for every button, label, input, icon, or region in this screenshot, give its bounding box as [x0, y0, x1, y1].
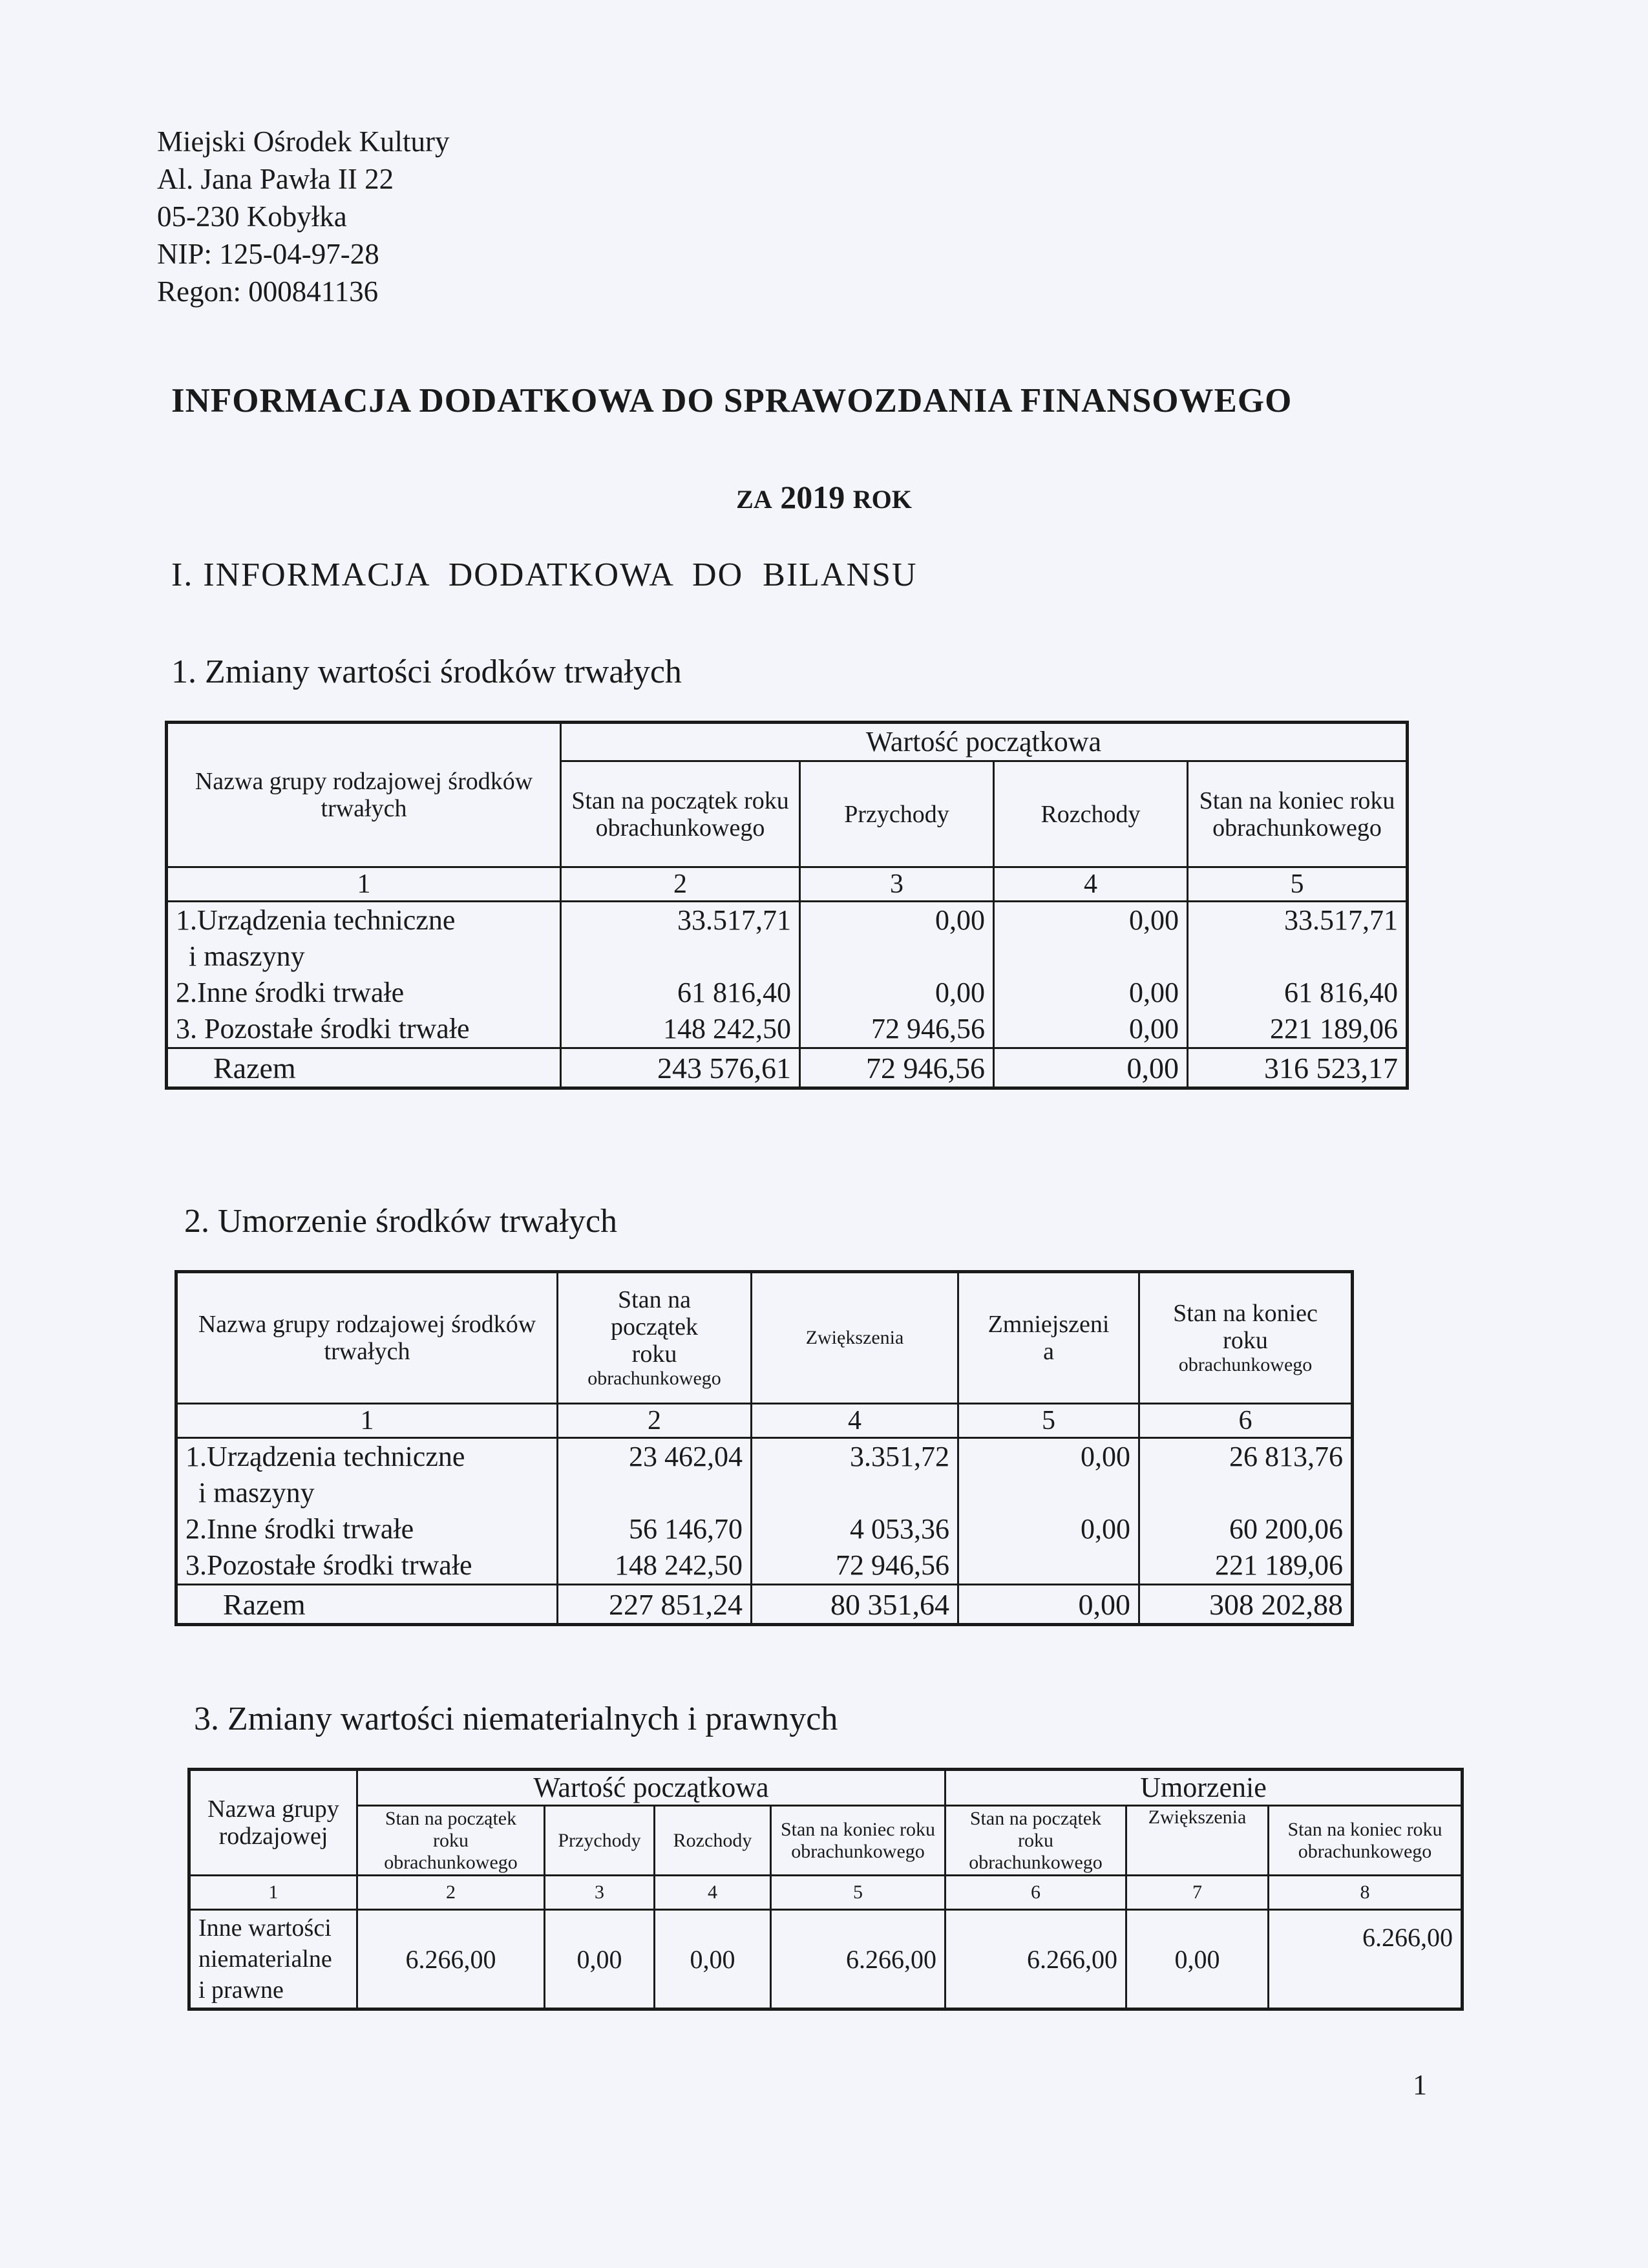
address-block: [157, 123, 449, 310]
t1-num-2: 2: [561, 867, 800, 902]
year-suffix: ROK: [852, 485, 912, 514]
t3-c5: 6.266,00: [771, 1910, 945, 2009]
street-address: Al. Jana Pawła II 22: [157, 163, 394, 195]
year-prefix: ZA: [736, 485, 772, 514]
t3-col-name-header: Nazwa grupy rodzajowej: [189, 1770, 357, 1876]
t2-r1-name: 1.Urządzenia techniczne: [185, 1441, 465, 1472]
t1-col3-header: Przychody: [800, 761, 994, 867]
regon-number: Regon: 000841136: [157, 275, 379, 308]
t2-num-4: 5: [958, 1404, 1139, 1438]
table-intangible-assets: [187, 1768, 1464, 2011]
t3-h8: Stan na koniec roku obrachunkowego: [1269, 1806, 1463, 1876]
t1-col5-values: [1188, 902, 1408, 1048]
t1-r1-c3: 0,00: [935, 904, 985, 936]
t2-col5-values: [1139, 1438, 1353, 1585]
t3-h4: Rozchody: [655, 1806, 771, 1876]
t2-col2-line3: roku: [631, 1341, 677, 1368]
t1-col5-header: Stan na koniec roku obrachunkowego: [1188, 761, 1408, 867]
t1-num-4: 4: [994, 867, 1188, 902]
t3-h5: Stan na koniec roku obrachunkowego: [771, 1806, 945, 1876]
t1-r2-c2: 61 816,40: [677, 977, 791, 1008]
t1-total-label: Razem: [167, 1048, 561, 1088]
t1-total-c4: 0,00: [994, 1048, 1188, 1088]
t2-col5-line2: roku: [1223, 1327, 1268, 1354]
table-fixed-assets-changes: [165, 721, 1409, 1090]
t1-r3-c2: 148 242,50: [663, 1013, 791, 1044]
t3-c3: 0,00: [545, 1910, 655, 2009]
t2-total-c2: 227 851,24: [558, 1585, 752, 1625]
t2-total-c4: 0,00: [958, 1585, 1139, 1625]
t3-h7: Zwiększenia: [1126, 1806, 1269, 1876]
nip-number: NIP: 125-04-97-28: [157, 238, 379, 270]
t3-c8: 6.266,00: [1269, 1910, 1463, 2009]
t2-r2-c4: 0,00: [1081, 1513, 1130, 1545]
t2-r2-name: 2.Inne środki trwałe: [185, 1513, 414, 1545]
t2-col2-line1: Stan na: [618, 1286, 691, 1313]
t1-col3-values: [800, 902, 994, 1048]
t2-num-3: 4: [752, 1404, 958, 1438]
t2-col5-header: [1139, 1272, 1353, 1404]
t2-col-name-header: Nazwa grupy rodzajowej środków trwałych: [176, 1272, 558, 1404]
section-title: I. INFORMACJA DODATKOWA DO BILANSU: [171, 556, 918, 593]
t1-r1-c5: 33.517,71: [1284, 904, 1398, 936]
page-number: 1: [1413, 2069, 1427, 2101]
t2-num-2: 2: [558, 1404, 752, 1438]
t2-r1-c2: 23 462,04: [629, 1441, 743, 1472]
t2-col4-line1: Zmniejszeni: [988, 1311, 1110, 1338]
table-row: [189, 1910, 1463, 2009]
t2-r2-c2: 56 146,70: [629, 1513, 743, 1545]
t1-col4-values: [994, 902, 1188, 1048]
t2-total-c5: 308 202,88: [1139, 1585, 1353, 1625]
t3-num-3: 3: [545, 1876, 655, 1910]
t3-c2: 6.266,00: [357, 1910, 545, 2009]
t3-c4: 0,00: [655, 1910, 771, 2009]
year-value: 2019: [780, 479, 845, 515]
t2-col2-values: [558, 1438, 752, 1585]
t2-col2-line4: obrachunkowego: [587, 1368, 721, 1389]
t3-group1-header: Wartość początkowa: [357, 1770, 945, 1806]
t3-num-8: 8: [1269, 1876, 1463, 1910]
t3-num-2: 2: [357, 1876, 545, 1910]
t1-col-name-header: Nazwa grupy rodzajowej środków trwałych: [167, 723, 561, 867]
t2-col3-values: [752, 1438, 958, 1585]
t1-num-1: 1: [167, 867, 561, 902]
t3-num-6: 6: [945, 1876, 1126, 1910]
t1-r3-c5: 221 189,06: [1270, 1013, 1398, 1044]
t1-r3-c3: 72 946,56: [871, 1013, 985, 1044]
t2-r2-c5: 60 200,06: [1229, 1513, 1343, 1545]
t1-r3-name: 3. Pozostałe środki trwałe: [176, 1013, 470, 1044]
t1-col4-header: Rozchody: [994, 761, 1188, 867]
t1-col2-values: [561, 902, 800, 1048]
table1-heading: 1. Zmiany wartości środków trwałych: [171, 653, 682, 690]
t3-h3: Przychody: [545, 1806, 655, 1876]
t1-r1-name: 1.Urządzenia techniczne: [176, 904, 456, 936]
t1-r2-c3: 0,00: [935, 977, 985, 1008]
t2-r3-c3: 72 946,56: [836, 1549, 949, 1581]
t2-col4-values: [958, 1438, 1139, 1585]
t2-row-name: [176, 1438, 558, 1585]
t1-col2-header: Stan na początek roku obrachunkowego: [561, 761, 800, 867]
t1-r1-name2: i maszyny: [189, 940, 305, 972]
t3-num-4: 4: [655, 1876, 771, 1910]
t2-col4-line2: a: [1043, 1338, 1054, 1365]
t1-r2-c4: 0,00: [1129, 977, 1179, 1008]
document-title: INFORMACJA DODATKOWA DO SPRAWOZDANIA FINANSOWEGO: [171, 382, 1293, 419]
t3-num-1: 1: [189, 1876, 357, 1910]
table3-heading: 3. Zmiany wartości niematerialnych i prawnych: [194, 1701, 838, 1737]
t3-num-5: 5: [771, 1876, 945, 1910]
t3-c7: 0,00: [1126, 1910, 1269, 2009]
table-depreciation: [174, 1270, 1354, 1626]
t2-col2-line2: początek: [610, 1313, 699, 1341]
table-row: [167, 902, 1408, 1048]
t1-num-3: 3: [800, 867, 994, 902]
t2-total-label: Razem: [176, 1585, 558, 1625]
table-row: [176, 1438, 1353, 1585]
t2-total-row: [176, 1585, 1353, 1625]
t2-col3-header: Zwiększenia: [752, 1272, 958, 1404]
t2-col4-header: [958, 1272, 1139, 1404]
t1-row-name: [167, 902, 561, 1048]
t2-num-1: 1: [176, 1404, 558, 1438]
report-year: [0, 478, 1648, 516]
t1-total-c5: 316 523,17: [1188, 1048, 1408, 1088]
t2-col5-line1: Stan na koniec: [1173, 1300, 1318, 1327]
t3-name-line1: Inne wartości: [198, 1914, 332, 1942]
t1-r2-name: 2.Inne środki trwałe: [176, 977, 405, 1008]
t3-name-line3: i prawne: [198, 1977, 284, 2004]
t3-group2-header: Umorzenie: [945, 1770, 1463, 1806]
t2-r2-c3: 4 053,36: [850, 1513, 949, 1545]
t1-group-header: Wartość początkowa: [561, 723, 1408, 761]
t2-r3-c5: 221 189,06: [1215, 1549, 1343, 1581]
t2-r3-c2: 148 242,50: [615, 1549, 743, 1581]
t2-r1-c5: 26 813,76: [1229, 1441, 1343, 1472]
t1-r3-c4: 0,00: [1129, 1013, 1179, 1044]
t1-total-c3: 72 946,56: [800, 1048, 994, 1088]
t1-total-c2: 243 576,61: [561, 1048, 800, 1088]
t3-row-name: [189, 1910, 357, 2009]
t2-column-numbers: [176, 1404, 1353, 1438]
t1-num-5: 5: [1188, 867, 1408, 902]
t1-r1-c4: 0,00: [1129, 904, 1179, 936]
institution-name: Miejski Ośrodek Kultury: [157, 125, 450, 158]
t3-h2: Stan na początek roku obrachunkowego: [357, 1806, 545, 1876]
t3-c6: 6.266,00: [945, 1910, 1126, 2009]
t3-name-line2: niematerialne: [198, 1945, 332, 1973]
postal-city: 05-230 Kobyłka: [157, 200, 347, 233]
t1-total-row: [167, 1048, 1408, 1088]
t1-column-numbers: [167, 867, 1408, 902]
t2-r1-c3: 3.351,72: [850, 1441, 949, 1472]
t2-r3-name: 3.Pozostałe środki trwałe: [185, 1549, 472, 1581]
t3-column-numbers: [189, 1876, 1463, 1910]
t2-r1-name2: i maszyny: [198, 1477, 315, 1509]
t2-r1-c4: 0,00: [1081, 1441, 1130, 1472]
t2-num-5: 6: [1139, 1404, 1353, 1438]
t1-r1-c2: 33.517,71: [677, 904, 791, 936]
table2-heading: 2. Umorzenie środków trwałych: [184, 1203, 618, 1240]
t2-col2-header: [558, 1272, 752, 1404]
t3-h6: Stan na początek roku obrachunkowego: [945, 1806, 1126, 1876]
t2-total-c3: 80 351,64: [752, 1585, 958, 1625]
t3-num-7: 7: [1126, 1876, 1269, 1910]
t1-r2-c5: 61 816,40: [1284, 977, 1398, 1008]
t2-col5-line3: obrachunkowego: [1178, 1354, 1313, 1375]
